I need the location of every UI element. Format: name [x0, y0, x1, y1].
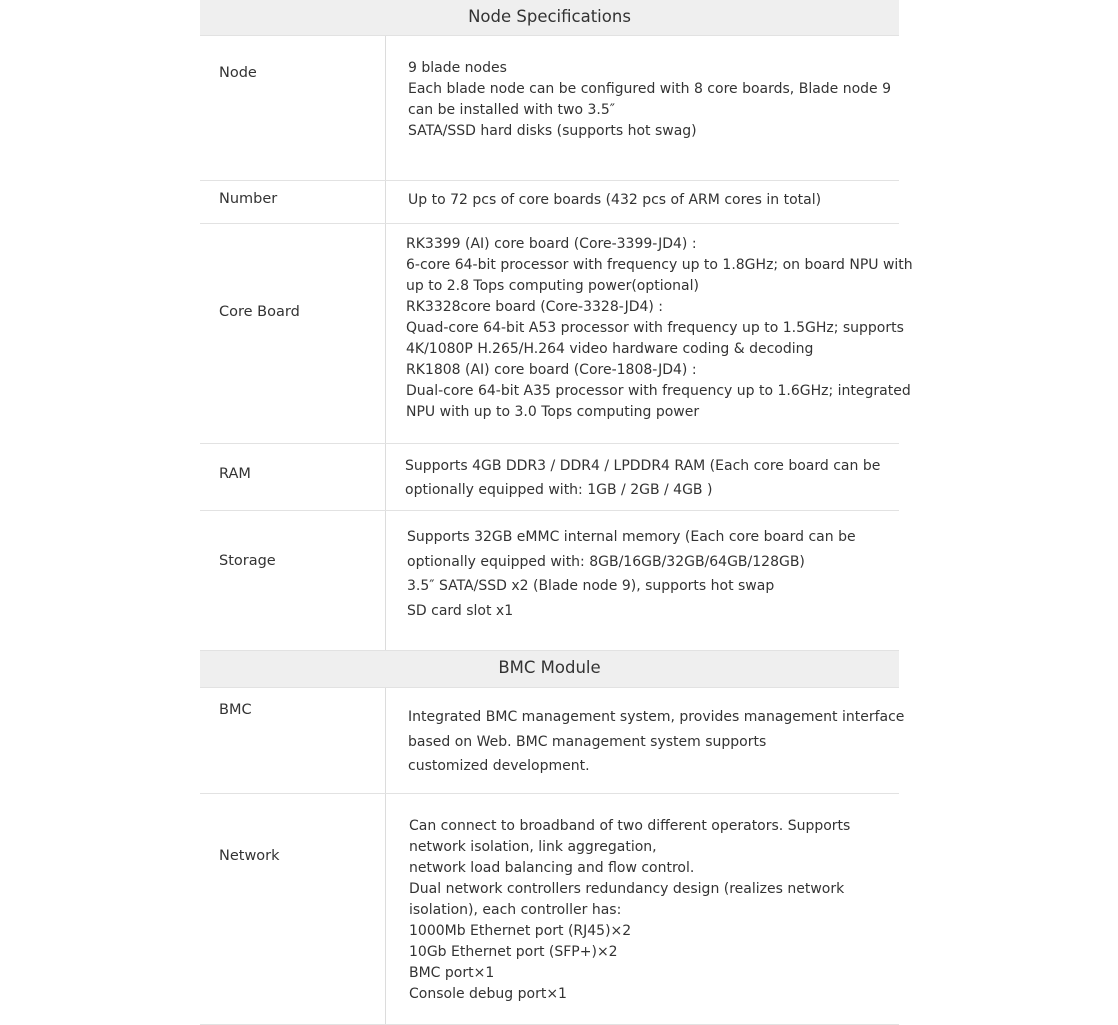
value-line: optionally equipped with: 1GB / 2GB / 4GB ): [405, 482, 713, 498]
value-line: Supports 32GB eMMC internal memory (Each core board can be: [407, 529, 856, 545]
value-line: 3.5″ SATA/SSD x2 (Blade node 9), supports hot swap: [407, 578, 775, 594]
column-divider: [385, 444, 386, 510]
value-line: network load balancing and flow control.: [409, 860, 695, 876]
section-header-bmc-module: [200, 650, 899, 688]
spec-row-network: [200, 794, 899, 1025]
value-line: Dual network controllers redundancy design (realizes network: [409, 881, 845, 897]
value-line: Integrated BMC management system, provides management interface: [408, 709, 905, 725]
value-line: RK3328core board (Core-3328-JD4) :: [406, 299, 664, 315]
value-line: 9 blade nodes: [408, 60, 507, 76]
value-line: Up to 72 pcs of core boards (432 pcs of ARM cores in total): [408, 192, 822, 208]
section-title: BMC Module: [498, 658, 601, 677]
row-value: [407, 525, 856, 623]
value-line: RK1808 (AI) core board (Core-1808-JD4) :: [406, 362, 697, 378]
column-divider: [385, 688, 386, 793]
row-label: Core Board: [219, 304, 300, 320]
column-divider: [385, 224, 386, 443]
value-line: customized development.: [408, 758, 590, 774]
column-divider: [385, 181, 386, 223]
value-line: based on Web. BMC management system supports: [408, 733, 767, 750]
row-label: RAM: [219, 466, 251, 482]
row-value: [408, 58, 891, 142]
row-label: BMC: [219, 702, 252, 718]
value-line: SD card slot x1: [407, 602, 514, 619]
spec-row-ram: [200, 444, 899, 511]
row-label: Node: [219, 65, 257, 81]
row-value: [409, 816, 850, 1005]
value-line: RK3399 (AI) core board (Core-3399-JD4) :: [406, 236, 697, 252]
spec-row-node: [200, 36, 899, 181]
spec-table: [200, 0, 913, 1025]
spec-row-core-board: [200, 224, 913, 444]
value-line: can be installed with two 3.5″: [408, 102, 616, 118]
column-divider: [385, 36, 386, 180]
value-line: network isolation, link aggregation,: [409, 839, 657, 855]
row-label: Number: [219, 191, 278, 207]
spec-row-number: [200, 181, 899, 224]
value-line: Can connect to broadband of two different operators. Supports: [409, 818, 851, 834]
row-label: Network: [219, 848, 280, 864]
row-label: Storage: [219, 553, 276, 569]
value-line: 4K/1080P H.265/H.264 video hardware coding & decoding: [406, 341, 814, 357]
section-title: Node Specifications: [468, 7, 631, 26]
row-value: [405, 454, 880, 502]
value-line: optionally equipped with: 8GB/16GB/32GB/64GB/128GB): [407, 553, 805, 570]
value-line: Each blade node can be configured with 8 core boards, Blade node 9: [408, 81, 892, 97]
row-value: [408, 705, 904, 779]
value-line: 1000Mb Ethernet port (RJ45)×2: [409, 923, 632, 939]
row-value: [408, 190, 821, 211]
value-line: SATA/SSD hard disks (supports hot swag): [408, 123, 697, 139]
value-line: BMC port×1: [409, 965, 495, 981]
value-line: Supports 4GB DDR3 / DDR4 / LPDDR4 RAM (Each core board can be: [405, 458, 881, 474]
value-line: isolation), each controller has:: [409, 902, 622, 918]
spec-row-bmc: [200, 688, 905, 794]
value-line: 6-core 64-bit processor with frequency up to 1.8GHz; on board NPU with: [406, 257, 913, 273]
section-header-node-specifications: [200, 0, 899, 36]
value-line: NPU with up to 3.0 Tops computing power: [406, 404, 700, 420]
column-divider: [385, 511, 386, 650]
value-line: Quad-core 64-bit A53 processor with frequency up to 1.5GHz; supports: [406, 320, 904, 336]
row-value: [406, 234, 913, 423]
spec-row-storage: [200, 511, 899, 650]
value-line: 10Gb Ethernet port (SFP+)×2: [409, 944, 618, 960]
value-line: Console debug port×1: [409, 986, 567, 1002]
value-line: Dual-core 64-bit A35 processor with frequency up to 1.6GHz; integrated: [406, 383, 911, 399]
value-line: up to 2.8 Tops computing power(optional): [406, 278, 699, 294]
column-divider: [385, 794, 386, 1024]
